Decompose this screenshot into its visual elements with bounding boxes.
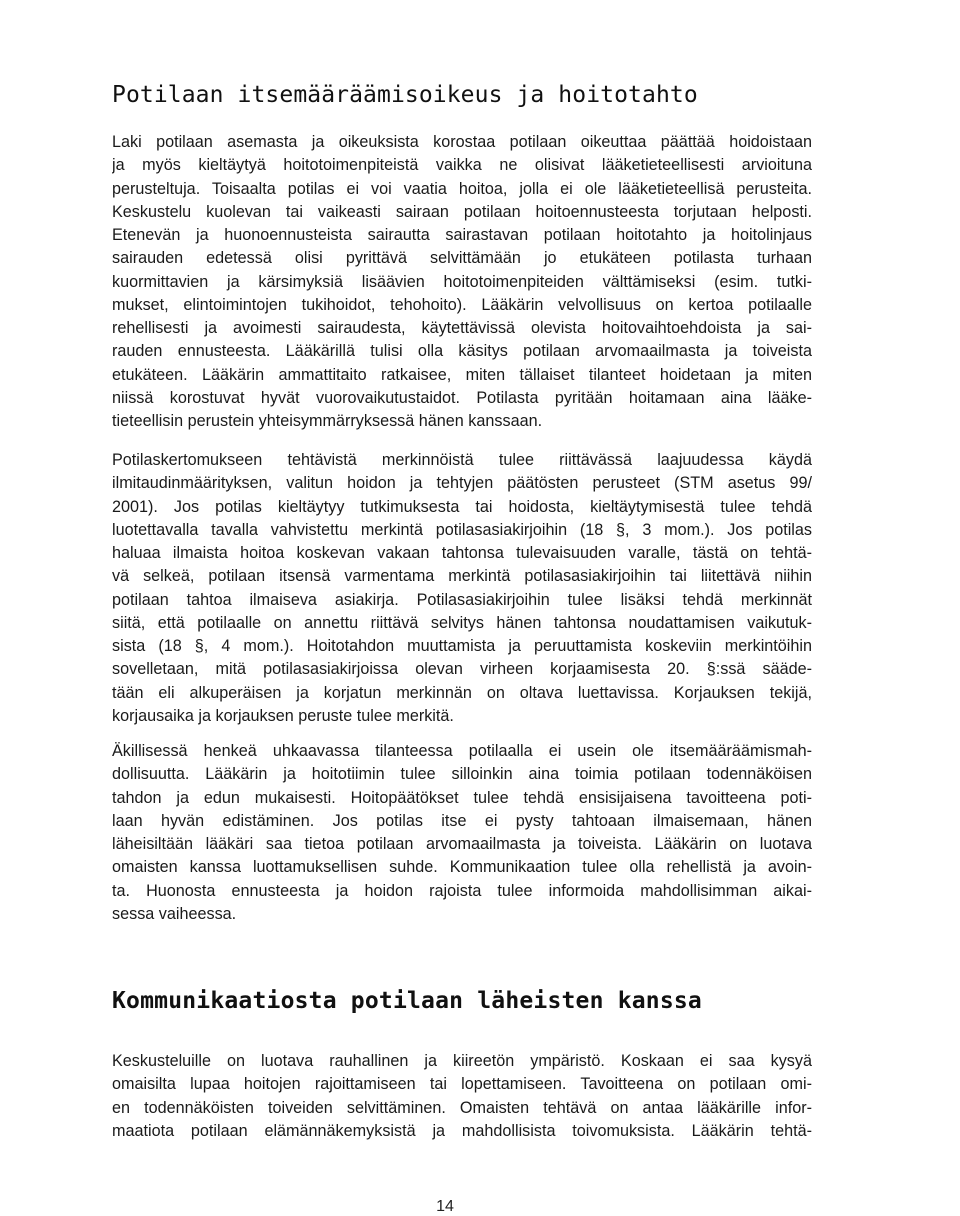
text-line: 2001). Jos potilas kieltäytyy tutkimuksesta tai hoidosta, kieltäytymisestä tulee tehdä: [112, 497, 812, 516]
text-line: Laki potilaan asemasta ja oikeuksista korostaa potilaan oikeuttaa päättää hoidoistaan: [112, 133, 812, 151]
text-line: rehellisesti ja avoimesti sairaudesta, käytettävissä olevista hoitovaihtoehdoista ja sai-: [112, 319, 812, 337]
text-line: ilmitaudinmäärityksen, valitun hoidon ja tehtyjen päätösten perusteet (STM asetus 99/: [112, 474, 812, 493]
text-line: laan hyvän edistäminen. Jos potilas itse ei pysty tahtoaan ilmaisemaan, hänen: [112, 811, 812, 830]
text-line: en todennäköisten toiveiden selvittäminen. Omaisten tehtävä on antaa lääkärille infor-: [112, 1098, 812, 1117]
section-heading-communication: Kommunikaatiosta potilaan läheisten kanssa: [112, 988, 702, 1014]
text-line: Potilaskertomukseen tehtävistä merkinnöistä tulee riittävässä laajuudessa käydä: [112, 451, 812, 469]
paragraph-2: [112, 449, 812, 728]
section-heading-self-determination: Potilaan itsemääräämisoikeus ja hoitotahto: [112, 82, 698, 108]
paragraph-4: [112, 1050, 812, 1143]
text-line: omaisilta lupaa hoitojen rajoittamiseen tai lopettamiseen. Tavoitteena on potilaan omi-: [112, 1075, 812, 1094]
text-line: niissä korostuvat hyvät vuorovaikutustaidot. Potilasta pyritään hoitamaan aina lääke-: [112, 388, 812, 407]
text-line: sessa vaiheessa.: [112, 904, 237, 923]
text-line: Keskusteluille on luotava rauhallinen ja kiireetön ympäristö. Koskaan ei saa kysyä: [112, 1052, 812, 1070]
text-line: potilaan tahtoa ilmaiseva asiakirja. Potilasasiakirjoihin tulee lisäksi tehdä merkinnät: [112, 590, 812, 609]
text-line: mukset, elintoimintojen tukihoidot, tehohoito). Lääkärin velvollisuus on kertoa potilaalle: [112, 295, 812, 314]
text-line: sista (18 §, 4 mom.). Hoitotahdon muuttamista ja peruuttamista koskeviin merkintöihin: [112, 637, 812, 655]
text-line: sovelletaan, mitä potilasasiakirjoissa olevan virheen korjaamisesta 20. §:ssä sääde-: [112, 660, 812, 679]
text-line: tään eli alkuperäisen ja korjatun merkinnän on oltava luettavissa. Korjauksen tekijä,: [112, 683, 812, 702]
page-number: 14: [436, 1198, 454, 1215]
text-line: Äkillisessä henkeä uhkaavassa tilanteessa potilaalla ei usein ole itsemääräämismah-: [112, 742, 812, 760]
text-line: tahdon ja edun mukaisesti. Hoitopäätökset tulee tehdä ensisijaisena tavoitteena poti-: [112, 788, 812, 807]
text-line: ja myös kieltäytyä hoitotoimenpiteistä vaikka ne olisivat lääketieteellisesti arvioituna: [112, 156, 812, 175]
text-line: haluaa ilmaista hoitoa koskevan vakaan tahtonsa tulevaisuuden varalle, tästä on tehtä-: [112, 544, 812, 562]
text-line: siitä, että potilaalle on annettu riittävä selvitys hänen tahtonsa noudattamisen vaikutuk-: [112, 613, 812, 632]
text-line: tieteellisin perustein yhteisymmärryksessä hänen kanssaan.: [112, 412, 543, 430]
text-line: vä selkeä, potilaan itsensä varmentama merkintä potilasasiakirjoihin tai liitettävä niihin: [112, 567, 812, 586]
text-line: ta. Huonosta ennusteesta ja hoidon rajoista tulee informoida mahdollisimman aikai-: [112, 881, 812, 900]
text-line: dollisuutta. Lääkärin ja hoitotiimin tulee silloinkin aina toimia potilaan todennäköisen: [112, 765, 812, 784]
text-line: luotettavalla tavalla vahvistettu merkintä potilasasiakirjoihin (18 §, 3 mom.). Jos potilas: [112, 520, 812, 539]
text-line: omaisten kanssa luottamuksellisen suhde. Kommunikaation tulee olla rehellistä ja avoin-: [112, 858, 812, 877]
paragraph-1: [112, 131, 812, 433]
text-line: Keskustelu kuolevan tai vaikeasti sairaan potilaan hoitoennusteesta torjutaan helposti.: [112, 202, 812, 221]
text-line: rauden ennusteesta. Lääkärillä tulisi olla käsitys potilaan arvomaailmasta ja toiveista: [112, 342, 812, 361]
text-line: sairauden edetessä olisi pyrittävä selvittämään jo etukäteen potilasta turhaan: [112, 249, 812, 268]
text-line: korjausaika ja korjauksen peruste tulee merkitä.: [112, 706, 454, 725]
paragraph-3: [112, 740, 812, 926]
text-line: maatiota potilaan elämännäkemyksistä ja mahdollisista toivomuksista. Lääkärin tehtä-: [112, 1121, 812, 1140]
text-line: perusteltuja. Toisaalta potilas ei voi vaatia hoitoa, jolla ei ole lääketieteellisä perusteita.: [112, 179, 812, 198]
text-line: läheisiltään lääkäri saa tietoa potilaan arvomaailmasta ja toiveista. Lääkärin on luotava: [112, 835, 812, 853]
text-line: etukäteen. Lääkärin ammattitaito ratkaisee, miten tällaiset tilanteet hoidetaan ja miten: [112, 365, 812, 384]
text-line: Etenevän ja huonoennusteista sairautta sairastavan potilaan hoitotahto ja hoitolinjaus: [112, 226, 812, 244]
text-line: kuormittavien ja kärsimyksiä lisäävien hoitotoimenpiteiden välttämiseksi (esim. tutki-: [112, 272, 812, 291]
